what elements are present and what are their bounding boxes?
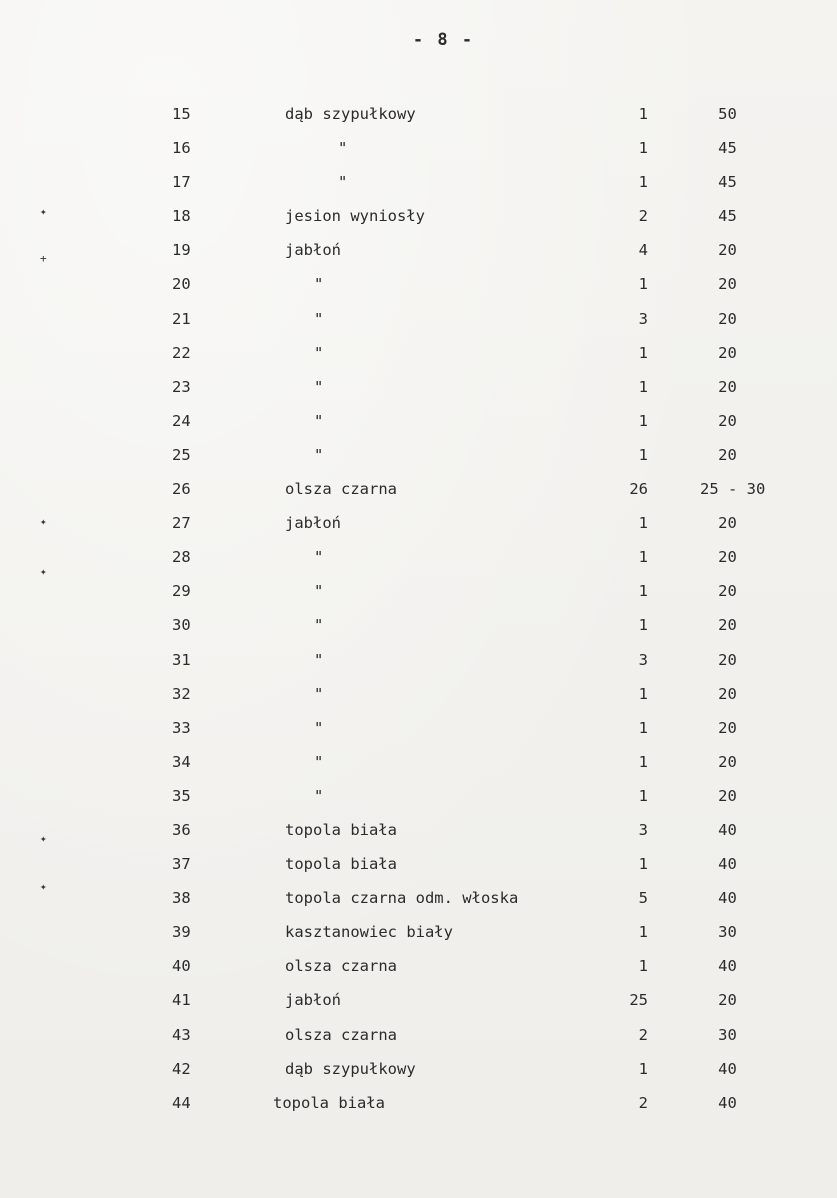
trunk-diameter: 30 xyxy=(718,923,737,942)
species-name: " xyxy=(314,786,324,805)
trunk-diameter: 20 xyxy=(718,275,737,294)
species-name: topola czarna odm. włoska xyxy=(285,889,519,908)
trunk-diameter: 20 xyxy=(718,514,737,533)
table-row xyxy=(0,608,837,642)
tree-count: 1 xyxy=(638,343,648,362)
tree-count: 1 xyxy=(638,548,648,567)
species-name: " xyxy=(314,548,324,567)
table-row xyxy=(0,302,837,336)
tree-count: 3 xyxy=(638,650,648,669)
species-name: " xyxy=(314,309,324,328)
tree-count: 1 xyxy=(638,275,648,294)
tree-number: 31 xyxy=(172,650,191,669)
tree-count: 1 xyxy=(638,445,648,464)
tree-count: 1 xyxy=(638,411,648,430)
margin-mark: ✦ xyxy=(40,565,47,578)
table-row xyxy=(0,1086,837,1120)
trunk-diameter: 20 xyxy=(718,650,737,669)
trunk-diameter: 20 xyxy=(718,548,737,567)
margin-mark: + xyxy=(40,252,47,265)
table-row xyxy=(0,847,837,881)
trunk-diameter: 20 xyxy=(718,786,737,805)
tree-number: 36 xyxy=(172,820,191,839)
tree-count: 1 xyxy=(638,855,648,874)
table-row xyxy=(0,881,837,915)
trunk-diameter: 50 xyxy=(718,105,737,123)
trunk-diameter: 20 xyxy=(718,582,737,601)
trunk-diameter: 40 xyxy=(718,889,737,908)
species-name: " xyxy=(314,650,324,669)
tree-count: 4 xyxy=(638,241,648,260)
species-name: topola biała xyxy=(285,855,397,874)
tree-count: 1 xyxy=(638,718,648,737)
tree-number: 28 xyxy=(172,548,191,567)
table-row xyxy=(0,711,837,745)
tree-number: 21 xyxy=(172,309,191,328)
species-name: olsza czarna xyxy=(285,957,397,976)
tree-number: 30 xyxy=(172,616,191,635)
species-name: " xyxy=(338,139,348,158)
species-name: topola biała xyxy=(273,1093,385,1112)
trunk-diameter: 20 xyxy=(718,991,737,1010)
trunk-diameter: 45 xyxy=(718,173,737,192)
tree-number: 39 xyxy=(172,923,191,942)
species-name: " xyxy=(314,684,324,703)
tree-count: 1 xyxy=(638,377,648,396)
tree-count: 2 xyxy=(638,1093,648,1112)
species-name: dąb szypułkowy xyxy=(285,105,416,123)
tree-count: 26 xyxy=(629,480,648,499)
table-row xyxy=(0,131,837,165)
trunk-diameter: 30 xyxy=(718,1025,737,1044)
tree-number: 29 xyxy=(172,582,191,601)
tree-number: 15 xyxy=(172,105,191,123)
trunk-diameter: 20 xyxy=(718,309,737,328)
tree-number: 24 xyxy=(172,411,191,430)
tree-count: 2 xyxy=(638,207,648,226)
tree-number: 33 xyxy=(172,718,191,737)
table-row xyxy=(0,779,837,813)
tree-count: 1 xyxy=(638,582,648,601)
table-row xyxy=(0,438,837,472)
trunk-diameter: 40 xyxy=(718,957,737,976)
tree-count: 1 xyxy=(638,139,648,158)
table-row xyxy=(0,165,837,199)
tree-count: 1 xyxy=(638,616,648,635)
tree-count: 3 xyxy=(638,309,648,328)
trunk-diameter: 45 xyxy=(718,207,737,226)
tree-number: 18 xyxy=(172,207,191,226)
tree-number: 16 xyxy=(172,139,191,158)
tree-count: 1 xyxy=(638,105,648,123)
species-name: olsza czarna xyxy=(285,1025,397,1044)
table-row xyxy=(0,949,837,983)
table-row xyxy=(0,1052,837,1086)
margin-mark: ✦ xyxy=(40,205,47,218)
table-row xyxy=(0,97,837,131)
table-row xyxy=(0,1018,837,1052)
tree-count: 1 xyxy=(638,1059,648,1078)
tree-number: 42 xyxy=(172,1059,191,1078)
species-name: " xyxy=(314,377,324,396)
species-name: kasztanowiec biały xyxy=(285,923,453,942)
trunk-diameter: 20 xyxy=(718,377,737,396)
tree-number: 22 xyxy=(172,343,191,362)
trunk-diameter: 45 xyxy=(718,139,737,158)
tree-count: 1 xyxy=(638,514,648,533)
tree-count: 1 xyxy=(638,684,648,703)
species-name: " xyxy=(314,718,324,737)
species-name: " xyxy=(314,752,324,771)
trunk-diameter: 20 xyxy=(718,241,737,260)
trunk-diameter: 20 xyxy=(718,718,737,737)
trunk-diameter: 20 xyxy=(718,411,737,430)
trunk-diameter: 20 xyxy=(718,684,737,703)
species-name: " xyxy=(314,445,324,464)
table-row xyxy=(0,506,837,540)
species-name: " xyxy=(314,411,324,430)
species-name: topola biała xyxy=(285,820,397,839)
table-row xyxy=(0,233,837,267)
table-row xyxy=(0,540,837,574)
species-name: jesion wyniosły xyxy=(285,207,425,226)
tree-count: 5 xyxy=(638,889,648,908)
tree-number: 35 xyxy=(172,786,191,805)
tree-number: 20 xyxy=(172,275,191,294)
table-row xyxy=(0,983,837,1017)
table-row xyxy=(0,472,837,506)
tree-count: 2 xyxy=(638,1025,648,1044)
tree-number: 27 xyxy=(172,514,191,533)
tree-count: 3 xyxy=(638,820,648,839)
tree-number: 19 xyxy=(172,241,191,260)
species-name: " xyxy=(338,173,348,192)
trunk-diameter: 20 xyxy=(718,752,737,771)
tree-number: 32 xyxy=(172,684,191,703)
table-row xyxy=(0,745,837,779)
species-name: " xyxy=(314,343,324,362)
table-row xyxy=(0,267,837,301)
trunk-diameter: 40 xyxy=(718,820,737,839)
tree-count: 1 xyxy=(638,786,648,805)
species-name: dąb szypułkowy xyxy=(285,1059,416,1078)
tree-list xyxy=(0,97,837,1120)
tree-number: 25 xyxy=(172,445,191,464)
margin-mark: ✦ xyxy=(40,880,47,893)
table-row xyxy=(0,370,837,404)
species-name: " xyxy=(314,275,324,294)
tree-number: 34 xyxy=(172,752,191,771)
trunk-diameter: 40 xyxy=(718,855,737,874)
trunk-diameter: 20 xyxy=(718,616,737,635)
page-number: - 8 - xyxy=(412,30,475,50)
tree-count: 1 xyxy=(638,957,648,976)
tree-number: 40 xyxy=(172,957,191,976)
tree-number: 26 xyxy=(172,480,191,499)
trunk-diameter: 40 xyxy=(718,1059,737,1078)
margin-mark: ✦ xyxy=(40,832,47,845)
trunk-diameter: 40 xyxy=(718,1093,737,1112)
tree-number: 41 xyxy=(172,991,191,1010)
table-row xyxy=(0,915,837,949)
tree-count: 1 xyxy=(638,173,648,192)
tree-number: 43 xyxy=(172,1025,191,1044)
table-row xyxy=(0,404,837,438)
table-row xyxy=(0,336,837,370)
trunk-diameter: 20 xyxy=(718,343,737,362)
trunk-diameter: 20 xyxy=(718,445,737,464)
tree-number: 23 xyxy=(172,377,191,396)
species-name: jabłoń xyxy=(285,514,341,533)
tree-count: 25 xyxy=(629,991,648,1010)
trunk-diameter: 25 - 30 xyxy=(700,480,766,499)
margin-mark: ✦ xyxy=(40,515,47,528)
tree-number: 44 xyxy=(172,1093,191,1112)
species-name: olsza czarna xyxy=(285,480,397,499)
table-row xyxy=(0,677,837,711)
species-name: jabłoń xyxy=(285,991,341,1010)
species-name: jabłoń xyxy=(285,241,341,260)
table-row xyxy=(0,199,837,233)
species-name: " xyxy=(314,582,324,601)
tree-number: 38 xyxy=(172,889,191,908)
table-row xyxy=(0,643,837,677)
table-row xyxy=(0,574,837,608)
tree-number: 37 xyxy=(172,855,191,874)
tree-number: 17 xyxy=(172,173,191,192)
species-name: " xyxy=(314,616,324,635)
tree-count: 1 xyxy=(638,923,648,942)
table-row xyxy=(0,813,837,847)
tree-count: 1 xyxy=(638,752,648,771)
